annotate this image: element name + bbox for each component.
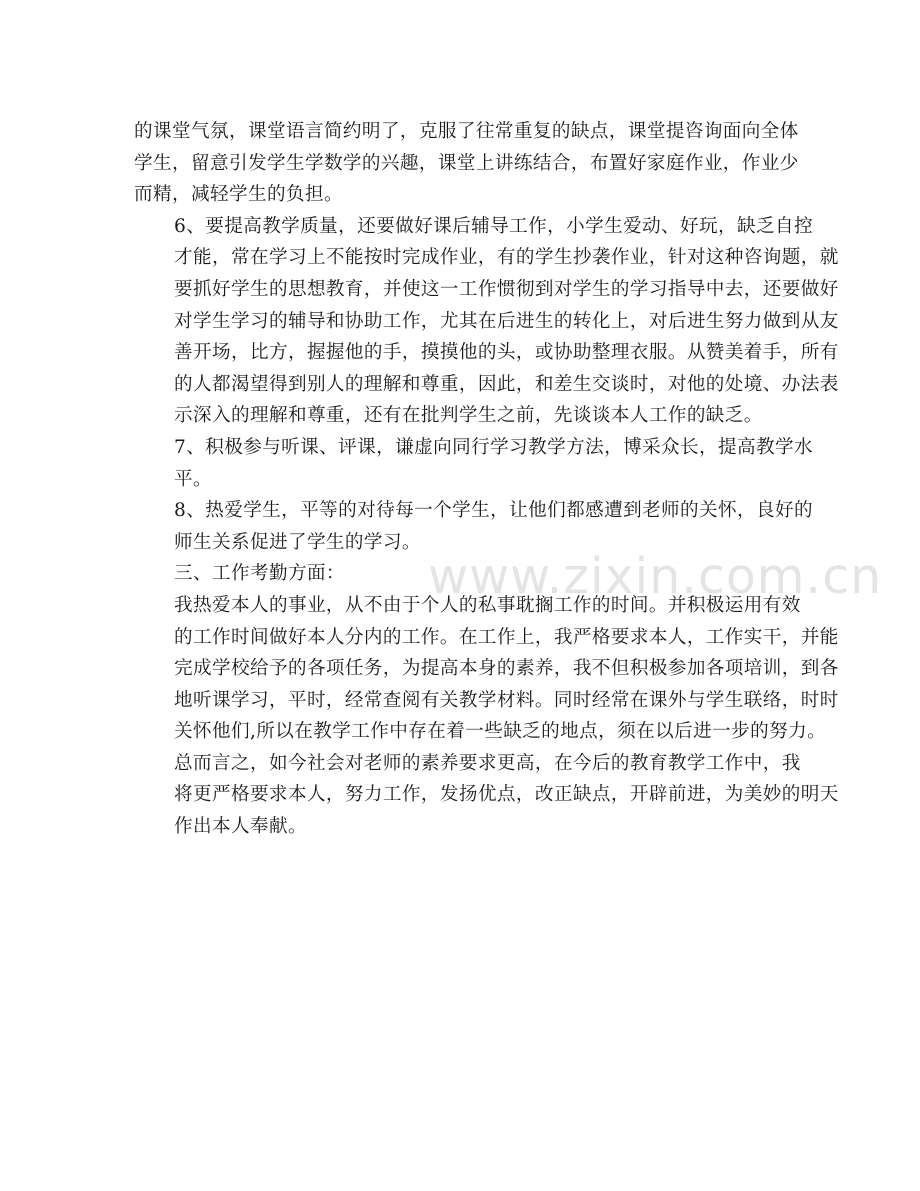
paragraph-line: 6、要提高教学质量，还要做好课后辅导工作，小学生爱动、好玩，缺乏自控 [173,215,814,237]
paragraph-line: 要抓好学生的思想教育，并使这一工作惯彻到对学生的学习指导中去，还要做好 [173,278,839,300]
paragraph-line: 地听课学习，平时，经常查阅有关教学材料。同时经常在课外与学生联络，时时 [173,689,839,711]
paragraph-line: 总而言之，如今社会对老师的素养要求更高，在今后的教育教学工作中，我 [173,752,801,774]
paragraph-line: 的工作时间做好本人分内的工作。在工作上，我严格要求本人，工作实干，并能 [173,626,839,648]
paragraph [134,558,786,590]
paragraph-line: 完成学校给予的各项任务，为提高本身的素养，我不但积极参加各项培训，到各 [173,658,839,680]
paragraph-line: 平。 [173,468,212,490]
document-body [134,116,839,843]
paragraph [134,116,799,211]
paragraph-line: 我热爱本人的事业，从不由于个人的私事耽搁工作的时间。并积极运用有效 [173,594,801,616]
paragraph-line: 而精，减轻学生的负担。 [134,184,343,206]
paragraph-line: 示深入的理解和尊重，还有在批判学生之前，先谈谈本人工作的缺乏。 [173,405,763,427]
paragraph-line: 将更严格要求本人，努力工作，发扬优点，改正缺点，开辟前进，为美妙的明天 [173,784,839,806]
paragraph-line: 关怀他们,所以在教学工作中存在着一些缺乏的地点，须在以后进一步的努力。 [173,721,827,743]
paragraph-line: 的人都渴望得到别人的理解和尊重，因此，和差生交谈时，对他的处境、办法表 [173,373,839,395]
paragraph [134,495,814,558]
paragraph-line: 作出本人奉献。 [173,816,307,838]
paragraph-line: 三、工作考勤方面： [173,563,345,585]
watermark-text: www.zixin.com.cn [428,548,883,605]
paragraph-line: 7、积极参与听课、评课，谦虚向同行学习教学方法，博采众长，提高教学水 [173,436,814,458]
paragraph-line: 对学生学习的辅导和协助工作，尤其在后进生的转化上，对后进生努力做到从友 [173,310,839,332]
paragraph-line: 8、热爱学生，平等的对待每一个学生，让他们都感遭到老师的关怀，良好的 [173,500,814,522]
paragraph-line: 师生关系促进了学生的学习。 [173,531,421,553]
paragraph-line: 的课堂气氛，课堂语言简约明了，克服了往常重复的缺点，课堂提咨询面向全体 [134,121,799,142]
paragraph [134,211,839,432]
paragraph [134,590,839,748]
paragraph-line: 善开场，比方，握握他的手，摸摸他的头，或协助整理衣服。从赞美着手，所有 [173,342,839,364]
paragraph [134,748,839,843]
paragraph [134,432,814,495]
paragraph-line: 才能，常在学习上不能按时完成作业，有的学生抄袭作业，针对这种咨询题，就 [173,247,839,269]
paragraph-line: 学生，留意引发学生学数学的兴趣，课堂上讲练结合，布置好家庭作业，作业少 [134,152,799,174]
